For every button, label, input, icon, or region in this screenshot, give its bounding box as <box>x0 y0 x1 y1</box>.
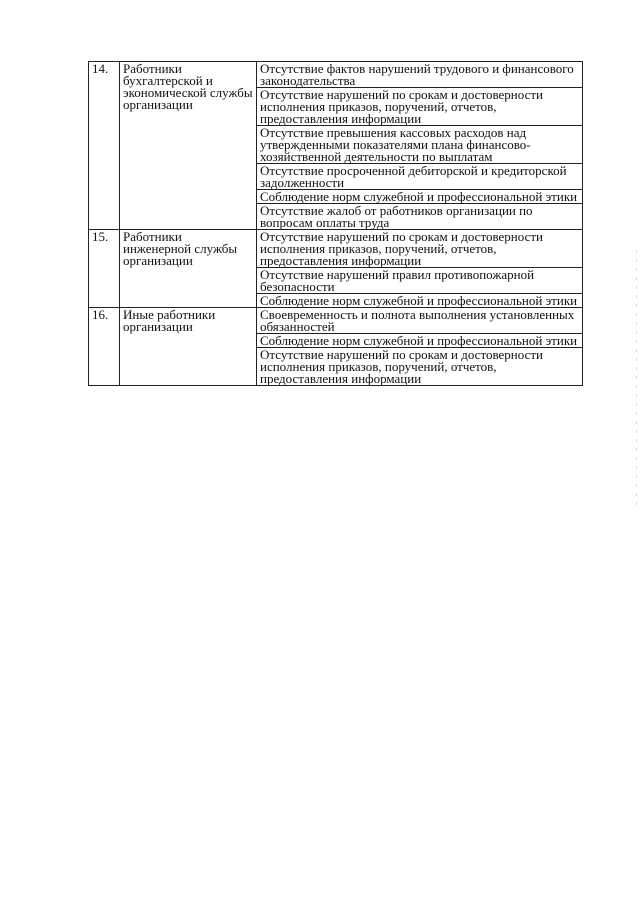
criterion-cell: Соблюдение норм служебной и профессиональной этики <box>257 190 583 204</box>
criterion-cell: Отсутствие нарушений по срокам и достоверности исполнения приказов, поручений, отчетов, предоставления информации <box>257 348 583 386</box>
row-number: 15. <box>89 230 120 308</box>
criterion-cell: Отсутствие нарушений по срокам и достоверности исполнения приказов, поручений, отчетов, предоставления информации <box>257 88 583 126</box>
criterion-cell: Отсутствие превышения кассовых расходов над утвержденными показателями плана финансово-хозяйственной деятельности по выплатам <box>257 126 583 164</box>
criterion-cell: Отсутствие нарушений по срокам и достоверности исполнения приказов, поручений, отчетов, предоставления информации <box>257 230 583 268</box>
row-number: 16. <box>89 308 120 386</box>
criterion-cell: Отсутствие просроченной дебиторской и кредиторской задолженности <box>257 164 583 190</box>
criterion-cell: Соблюдение норм служебной и профессиональной этики <box>257 334 583 348</box>
criterion-cell: Своевременность и полнота выполнения установленных обязанностей <box>257 308 583 334</box>
criteria-table <box>88 61 583 386</box>
row-number: 14. <box>89 62 120 230</box>
criterion-cell: Отсутствие жалоб от работников организации по вопросам оплаты труда <box>257 204 583 230</box>
employee-category: Работники инженерной службы организации <box>120 230 257 308</box>
employee-category: Работники бухгалтерской и экономической службы организации <box>120 62 257 230</box>
table-row <box>89 308 583 334</box>
table-row <box>89 62 583 88</box>
criterion-cell: Отсутствие фактов нарушений трудового и финансового законодательства <box>257 62 583 88</box>
table-row <box>89 230 583 268</box>
scan-edge-artifact <box>636 250 637 510</box>
employee-category: Иные работники организации <box>120 308 257 386</box>
criterion-cell: Соблюдение норм служебной и профессиональной этики <box>257 294 583 308</box>
criterion-cell: Отсутствие нарушений правил противопожарной безопасности <box>257 268 583 294</box>
